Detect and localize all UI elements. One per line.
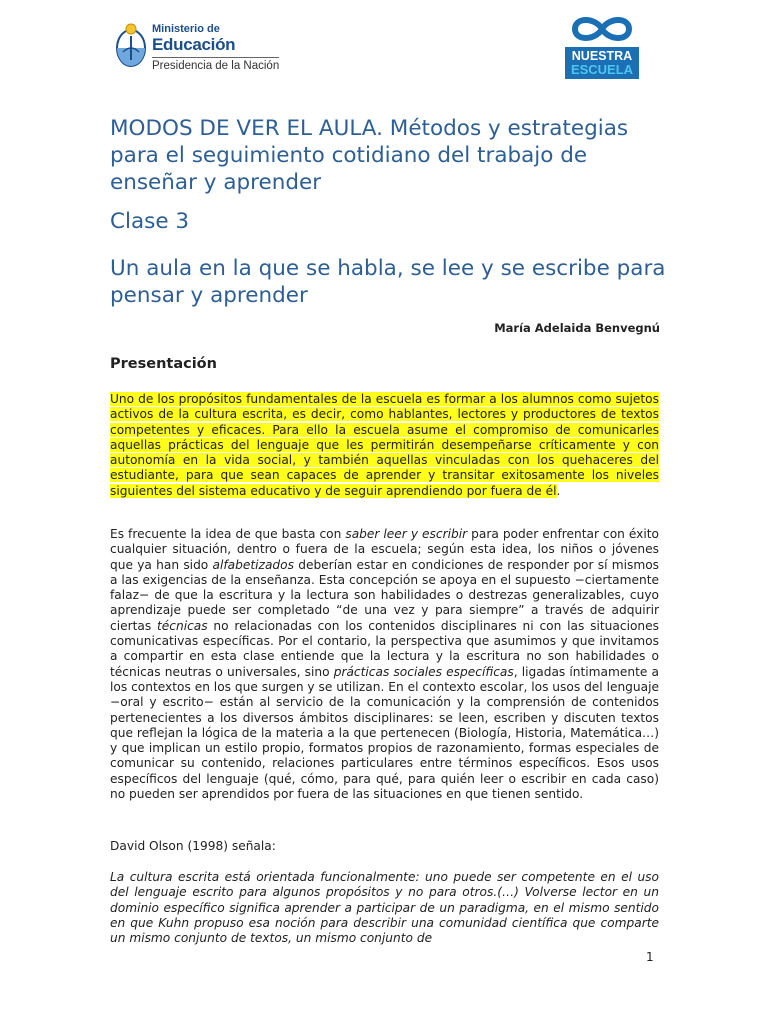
italic-run: alfabetizados [212, 557, 294, 572]
text-run: Es frecuente la idea de que basta con [110, 527, 346, 541]
ministry-label: Ministerio de [152, 23, 220, 35]
text-run: para poder enfrentar con éxito cualquier situación, dentro o fuera de la escuela; según esta idea, los niños o jóvenes que ya han sido [110, 527, 659, 572]
document-title: MODOS DE VER EL AULA. Métodos y estrategias para el seguimiento cotidiano del trabajo de enseñar y aprender [110, 116, 629, 195]
infinity-icon [565, 11, 639, 47]
text-run: no relacionadas con los contenidos disciplinares ni con las situaciones comunicativas específicas. Por el contario, la perspectiva que asumimos y que invitamos a compartir en esta clase entiende que la lectura y la escritura no son habilidades o técnicas neutras o universales, sino [110, 618, 659, 679]
author-name: María Adelaida Benvegnú [494, 321, 660, 335]
ministry-name: Educación [152, 35, 236, 54]
italic-run: técnicas [157, 618, 208, 633]
nuestra-escuela-logo [565, 11, 639, 79]
body-paragraph [110, 527, 659, 802]
argentina-shield-icon [114, 22, 148, 70]
brand-line-1: NUESTRA [571, 49, 633, 63]
paragraph-end: . [556, 483, 561, 498]
brand-line-2: ESCUELA [570, 62, 634, 77]
highlight-text: Uno de los propósitos fundamentales de la escuela es formar a los alumnos como sujetos activos de la cultura escrita, es decir, como hablantes, lectores y productores de textos competentes y eficaces. Para ello la escuela asume el compromiso de comunicarles aquellas prácticas del lenguaje que les permitirán desempeñarse críticamente y con autonomía en la vida social, y también aquellas vinculadas con los quehaceres del estudiante, para que sean capaces de aprender y transitar exitosamente los niveles siguientes del sistema educativo y de seguir aprendiendo por fuera de él [110, 392, 659, 498]
italic-run: saber leer y escribir [345, 527, 468, 541]
class-number: Clase 3 [110, 209, 190, 234]
page-number: 1 [646, 950, 654, 964]
text-run: deberían estar en condiciones de responder por sí mismos a las exigencias de la enseñanza. Esta concepción se apoya en el supuesto −ciertamente falaz− de que la escritura y la lectura son habilidades o destrezas generalizables, cuyo aprendizaje puede ser completado “de una vez y para siempre” a través de adquirir ciertas [110, 557, 659, 633]
presidency-label: Presidencia de la Nación [152, 57, 279, 73]
quote-paragraph: La cultura escrita está orientada funcionalmente: uno puede ser competente en el uso del lenguaje escrito para algunos propósitos y no para otros.(…) Volverse lector en un dominio específico significa aprender a participar de un paradigma, en el mismo sentido en que Kuhn propuso esa noción para describir una comunidad científica que comparte un mismo conjunto de textos, un mismo conjunto de [110, 870, 659, 946]
section-heading: Presentación [110, 356, 217, 372]
citation-intro: David Olson (1998) señala: [110, 839, 276, 853]
italic-run: prácticas sociales específicas [333, 664, 514, 679]
ministerio-logo [114, 20, 286, 72]
text-run: , ligadas íntimamente a los contextos en los que surgen y se utilizan. En el contexto escolar, los usos del lenguaje −oral y escrito− están al servicio de la comunicación y la comprensión de contenidos pertenecientes a los diversos ámbitos disciplinares: se leen, escriben y discuten textos que reflejan la lógica de la materia a la que pertenecen (Biología, Historia, Matemática…) y que implican un estilo propio, formatos propios de razonamiento, formas especiales de comunicar su contenido, relaciones particulares entre términos específicos. Esos usos específicos del lenguaje (qué, cómo, para qué, para quién leer o escribir en cada caso) no pueden ser aprendidos por fuera de las situaciones en que tienen sentido. [110, 664, 659, 802]
highlighted-paragraph [110, 392, 659, 499]
class-subtitle: Un aula en la que se habla, se lee y se escribe para pensar y aprender [110, 256, 666, 308]
